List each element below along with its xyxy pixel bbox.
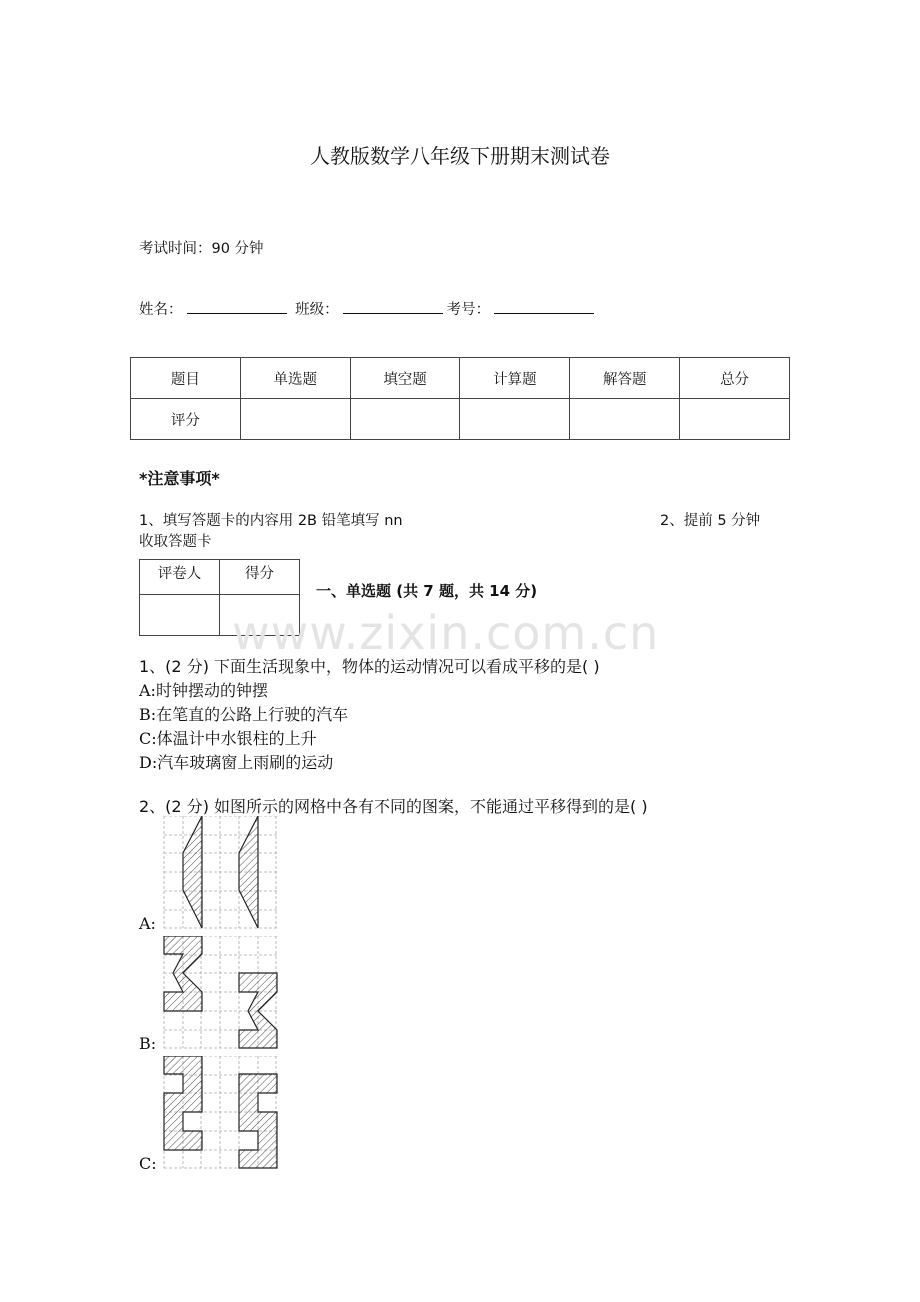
option-text: 在笔直的公路上行驶的汽车 (156, 705, 349, 724)
option-letter: B: (139, 705, 157, 724)
score-cell[interactable] (240, 399, 350, 440)
question-2-option-a[interactable]: A: (139, 914, 156, 933)
option-text: 体温计中水银柱的上升 (156, 729, 317, 748)
name-blank[interactable] (187, 299, 287, 314)
page-title: 人教版数学八年级下册期末测试卷 (310, 144, 610, 168)
figure-c-left-shape (164, 1056, 202, 1150)
review-cell[interactable] (140, 595, 220, 636)
grid-figure-c (162, 1056, 280, 1170)
figure-a-left-shape (183, 816, 202, 928)
score-header-cell: 题目 (131, 358, 241, 399)
name-label: 姓名： (139, 302, 183, 318)
score-cell[interactable] (570, 399, 680, 440)
score-row-label: 评分 (131, 399, 241, 440)
score-table-header-row (131, 358, 790, 399)
question-1-option-b[interactable] (139, 702, 348, 725)
figure-a-right-shape (239, 816, 258, 928)
question-1-option-d[interactable] (139, 750, 333, 773)
notice-item-1: 1、填写答题卡的内容用 2B 铅笔填写 nn (139, 513, 403, 529)
score-header-cell: 总分 (680, 358, 790, 399)
score-table (130, 357, 790, 440)
score-cell[interactable] (680, 399, 790, 440)
score-header-cell: 填空题 (350, 358, 460, 399)
figure-b-right-shape (239, 973, 277, 1048)
option-text: 时钟摆动的钟摆 (155, 681, 268, 700)
score-header-cell: 单选题 (240, 358, 350, 399)
review-header-cell: 评卷人 (140, 560, 220, 595)
exam-time: 考试时间：90 分钟 (139, 241, 264, 257)
grid-figure-b (162, 936, 280, 1050)
option-letter: D: (139, 753, 158, 772)
question-2-option-b[interactable]: B: (139, 1034, 157, 1053)
option-letter: A: (139, 681, 156, 700)
class-label: 班级： (295, 302, 339, 318)
notice-heading: *注意事项* (139, 469, 220, 488)
question-2-stem: 2、(2 分) 如图所示的网格中各有不同的图案，不能通过平移得到的是( ) (139, 797, 648, 816)
score-header-cell: 解答题 (570, 358, 680, 399)
score-cell[interactable] (460, 399, 570, 440)
score-cell[interactable] (350, 399, 460, 440)
number-blank[interactable] (494, 299, 594, 314)
notice-item-2: 2、提前 5 分钟 (660, 513, 761, 529)
figure-c-right-shape (239, 1074, 277, 1168)
section-title: 一、单选题 (共 7 题，共 14 分) (316, 582, 538, 600)
watermark: www.zixin.com.cn (232, 606, 660, 660)
grid-figure-a (162, 816, 280, 930)
question-1-stem: 1、(2 分) 下面生活现象中，物体的运动情况可以看成平移的是( ) (139, 657, 600, 676)
class-blank[interactable] (343, 299, 443, 314)
option-letter: C: (139, 729, 157, 748)
notice-item-2-continued: 收取答题卡 (139, 534, 212, 550)
review-table-header-row (140, 560, 300, 595)
question-2-option-c[interactable]: C: (139, 1154, 157, 1173)
student-info-line (139, 298, 598, 319)
question-1-option-c[interactable] (139, 726, 317, 749)
figure-b-left-shape (164, 936, 202, 1011)
score-header-cell: 计算题 (460, 358, 570, 399)
question-1-option-a[interactable] (139, 678, 268, 701)
score-table-row (131, 399, 790, 440)
review-header-cell: 得分 (220, 560, 300, 595)
option-text: 汽车玻璃窗上雨刷的运动 (157, 753, 334, 772)
number-label: 考号： (446, 302, 491, 318)
